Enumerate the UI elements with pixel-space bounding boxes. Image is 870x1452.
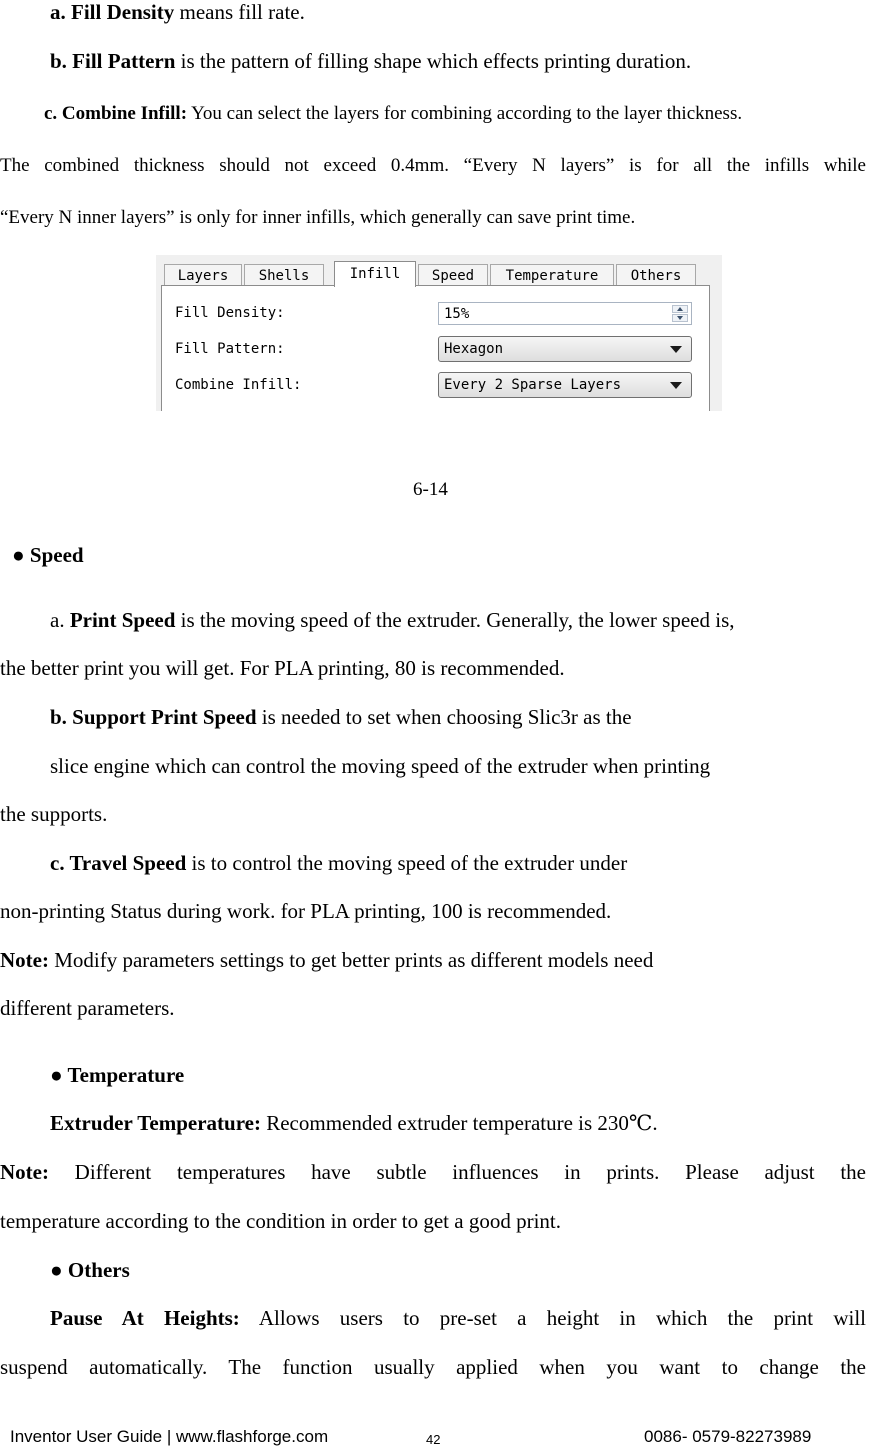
term-fill-density: a. Fill Density xyxy=(50,0,175,24)
tab-speed[interactable]: Speed xyxy=(418,264,488,286)
term-support-print-speed: b. Support Print Speed xyxy=(50,705,257,729)
travel-speed-line: c. Travel Speed is to control the moving speed of the extruder under xyxy=(50,851,628,875)
print-speed-line-2: the better print you will get. For PLA printing, 80 is recommended. xyxy=(0,656,565,680)
others-heading: ● Others xyxy=(50,1258,130,1282)
speed-note-line-2: different parameters. xyxy=(0,996,175,1020)
support-speed-line-3: the supports. xyxy=(0,802,108,826)
chevron-down-icon xyxy=(670,382,682,389)
fill-pattern-value: Hexagon xyxy=(444,341,504,357)
term-fill-pattern: b. Fill Pattern xyxy=(50,49,176,73)
note-label: Note: xyxy=(0,1160,49,1184)
fill-density-stepper[interactable] xyxy=(672,305,688,322)
chevron-down-icon xyxy=(670,346,682,353)
speed-heading: ● Speed xyxy=(12,543,84,567)
fill-density-label: Fill Density: xyxy=(175,305,285,321)
footer-right: 0086- 0579-82273989 xyxy=(644,1427,812,1446)
footer-left: Inventor User Guide | www.flashforge.com xyxy=(10,1427,329,1446)
combine-infill-line-2: The combined thickness should not exceed 0.4mm. “Every N layers” is for all the infills while xyxy=(0,155,866,176)
increment-arrow-icon[interactable] xyxy=(672,305,688,313)
travel-speed-line-2: non-printing Status during work. for PLA printing, 100 is recommended. xyxy=(0,899,612,923)
fill-pattern-dropdown[interactable] xyxy=(438,336,692,362)
term-combine-infill: c. Combine Infill: xyxy=(44,103,188,124)
term-travel-speed: c. Travel Speed xyxy=(50,851,187,875)
tab-others[interactable]: Others xyxy=(616,264,696,286)
infill-settings-screenshot xyxy=(156,255,722,411)
fill-density-value: 15% xyxy=(444,306,470,322)
tab-temperature[interactable]: Temperature xyxy=(490,264,614,286)
fill-pattern-label: Fill Pattern: xyxy=(175,341,285,357)
tab-infill[interactable]: Infill xyxy=(334,261,416,287)
page-number: 42 xyxy=(426,1432,441,1447)
fill-density-line: a. Fill Density means fill rate. xyxy=(50,0,305,24)
combine-infill-line: c. Combine Infill: You can select the layers for combining according to the layer thickness. xyxy=(44,103,743,124)
term-extruder-temperature: Extruder Temperature: xyxy=(50,1111,261,1135)
extruder-temperature-line: Extruder Temperature: Recommended extruder temperature is 230℃. xyxy=(50,1111,658,1135)
support-speed-line: b. Support Print Speed is needed to set when choosing Slic3r as the xyxy=(50,705,632,729)
speed-note-line: Note: Modify parameters settings to get better prints as different models need xyxy=(0,948,654,972)
decrement-arrow-icon[interactable] xyxy=(672,314,688,322)
combine-infill-label: Combine Infill: xyxy=(175,377,302,393)
temperature-note-line-2: temperature according to the condition in order to get a good print. xyxy=(0,1209,561,1233)
temperature-note-line: Note: Different temperatures have subtle influences in prints. Please adjust the xyxy=(0,1160,866,1184)
pause-at-heights-line-2: suspend automatically. The function usually applied when you want to change the xyxy=(0,1355,866,1379)
tab-shells[interactable]: Shells xyxy=(244,264,324,286)
term-pause-at-heights: Pause At Heights: xyxy=(50,1306,240,1330)
figure-caption: 6-14 xyxy=(413,479,448,500)
support-speed-line-2: slice engine which can control the moving speed of the extruder when printing xyxy=(50,754,711,778)
fill-pattern-line: b. Fill Pattern is the pattern of filling shape which effects printing duration. xyxy=(50,49,692,73)
print-speed-line: a. Print Speed is the moving speed of the extruder. Generally, the lower speed is, xyxy=(50,608,735,632)
combine-infill-value: Every 2 Sparse Layers xyxy=(444,377,622,393)
pause-at-heights-line: Pause At Heights: Allows users to pre-set a height in which the print will xyxy=(50,1306,867,1330)
term-print-speed: Print Speed xyxy=(69,608,176,632)
tab-layers[interactable]: Layers xyxy=(164,264,242,286)
temperature-heading: ● Temperature xyxy=(50,1063,185,1087)
fill-density-spinbox[interactable] xyxy=(438,302,692,325)
combine-infill-dropdown[interactable] xyxy=(438,372,692,398)
combine-infill-line-3: “Every N inner layers” is only for inner infills, which generally can save print time. xyxy=(0,207,636,228)
note-label: Note: xyxy=(0,948,49,972)
infill-panel xyxy=(161,285,710,411)
